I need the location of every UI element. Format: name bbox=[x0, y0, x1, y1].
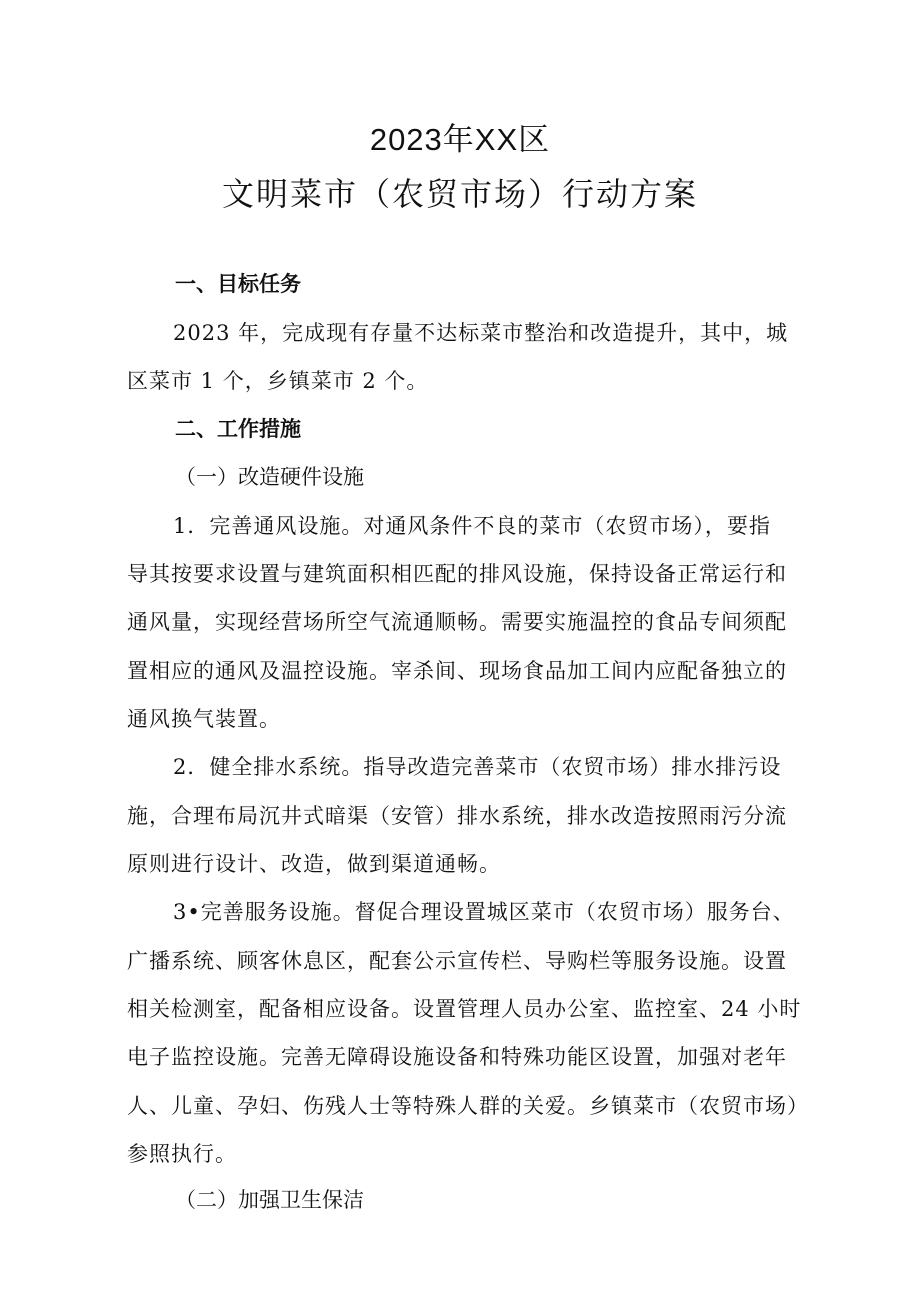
paragraph-line: 2．健全排水系统。指导改造完善菜市（农贸市场）排水排污设 bbox=[173, 755, 782, 779]
paragraph-line: 区菜市 1 个，乡镇菜市 2 个。 bbox=[127, 369, 429, 393]
paragraph-line: 导其按要求设置与建筑面积相匹配的排风设施，保持设备正常运行和 bbox=[127, 562, 787, 586]
document-title: 文明菜市（农贸市场）行动方案 bbox=[221, 176, 698, 212]
paragraph-line: 1．完善通风设施。对通风条件不良的菜市（农贸市场），要指 bbox=[173, 514, 771, 538]
paragraph-line: 2023 年，完成现有存量不达标菜市整治和改造提升，其中，城 bbox=[173, 321, 789, 345]
paragraph-line: 广播系统、顾客休息区，配套公示宣传栏、导购栏等服务设施。设置 bbox=[127, 949, 787, 973]
paragraph-line: 施，合理布局沉井式暗渠（安管）排水系统，排水改造按照雨污分流 bbox=[127, 804, 787, 828]
paragraph-line: 通风量，实现经营场所空气流通顺畅。需要实施温控的食品专间须配 bbox=[127, 610, 787, 634]
paragraph-line: 3•完善服务设施。督促合理设置城区菜市（农贸市场）服务台、 bbox=[173, 900, 795, 924]
paragraph-line: 相关检测室，配备相应设备。设置管理人员办公室、监控室、24 小时 bbox=[127, 997, 802, 1021]
paragraph-line: 参照执行。 bbox=[127, 1142, 237, 1166]
paragraph-line: 原则进行设计、改造，做到渠道通畅。 bbox=[127, 852, 501, 876]
document-title-year: 2023年XX区 bbox=[369, 122, 551, 157]
subsection-heading-hardware: （一）改造硬件设施 bbox=[175, 465, 364, 489]
paragraph-line: 通风换气装置。 bbox=[127, 707, 281, 731]
subsection-heading-hygiene: （二）加强卫生保洁 bbox=[175, 1188, 364, 1212]
paragraph-line: 置相应的通风及温控设施。宰杀间、现场食品加工间内应配备独立的 bbox=[127, 659, 787, 683]
paragraph-line: 电子监控设施。完善无障碍设施设备和特殊功能区设置，加强对老年 bbox=[127, 1045, 787, 1069]
section-heading-goals: 一、目标任务 bbox=[175, 272, 301, 296]
paragraph-line: 人、儿童、孕妇、伤残人士等特殊人群的关爱。乡镇菜市（农贸市场） bbox=[127, 1094, 809, 1118]
section-heading-measures: 二、工作措施 bbox=[175, 417, 301, 441]
